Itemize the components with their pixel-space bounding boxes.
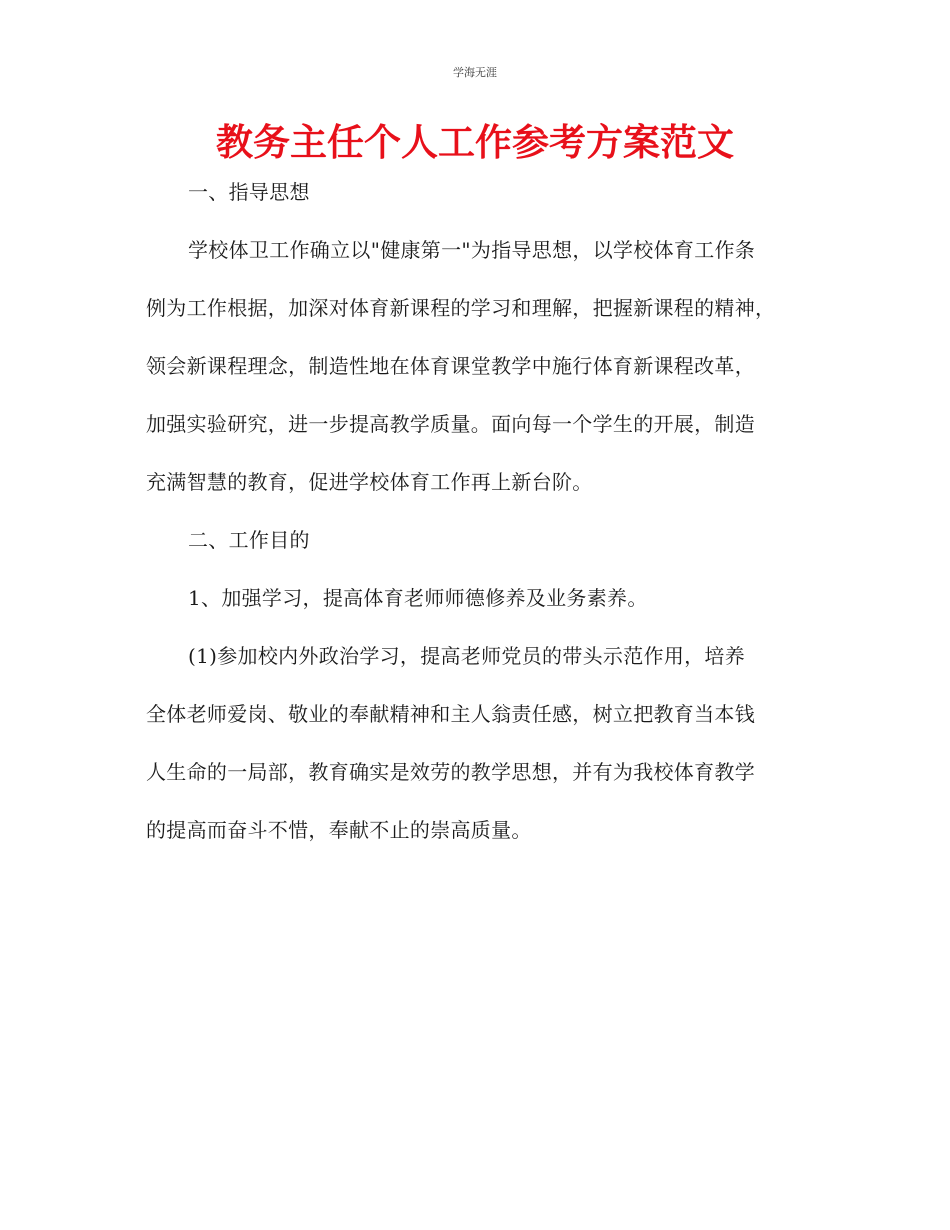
paragraph-line: 人生命的一局部，教育确实是效劳的教学思想，并有为我校体育教学 bbox=[146, 760, 755, 784]
document-title: 教务主任个人工作参考方案范文 bbox=[216, 121, 734, 164]
paragraph-line: (1)参加校内外政治学习，提高老师党员的带头示范作用，培养 bbox=[188, 644, 746, 668]
section-heading-work-goals: 二、工作目的 bbox=[188, 528, 310, 552]
paragraph-line: 全体老师爱岗、敬业的奉献精神和主人翁责任感，树立把教育当本钱 bbox=[146, 702, 755, 726]
paragraph-line: 的提高而奋斗不惜，奉献不止的崇高质量。 bbox=[146, 818, 532, 842]
running-header: 学海无涯 bbox=[453, 66, 497, 79]
paragraph-line: 充满智慧的教育，促进学校体育工作再上新台阶。 bbox=[146, 470, 593, 494]
paragraph-line: 例为工作根据，加深对体育新课程的学习和理解，把握新课程的精神， bbox=[146, 296, 776, 320]
paragraph-line: 加强实验研究，进一步提高教学质量。面向每一个学生的开展，制造 bbox=[146, 412, 755, 436]
paragraph-line: 学校体卫工作确立以"健康第一"为指导思想，以学校体育工作条 bbox=[188, 238, 756, 262]
document-body bbox=[146, 163, 810, 859]
subheading-item-1: 1、加强学习，提高体育老师师德修养及业务素养。 bbox=[188, 586, 648, 610]
section-heading-guiding-ideology: 一、指导思想 bbox=[188, 180, 310, 204]
paragraph-line: 领会新课程理念，制造性地在体育课堂教学中施行体育新课程改革， bbox=[146, 354, 755, 378]
